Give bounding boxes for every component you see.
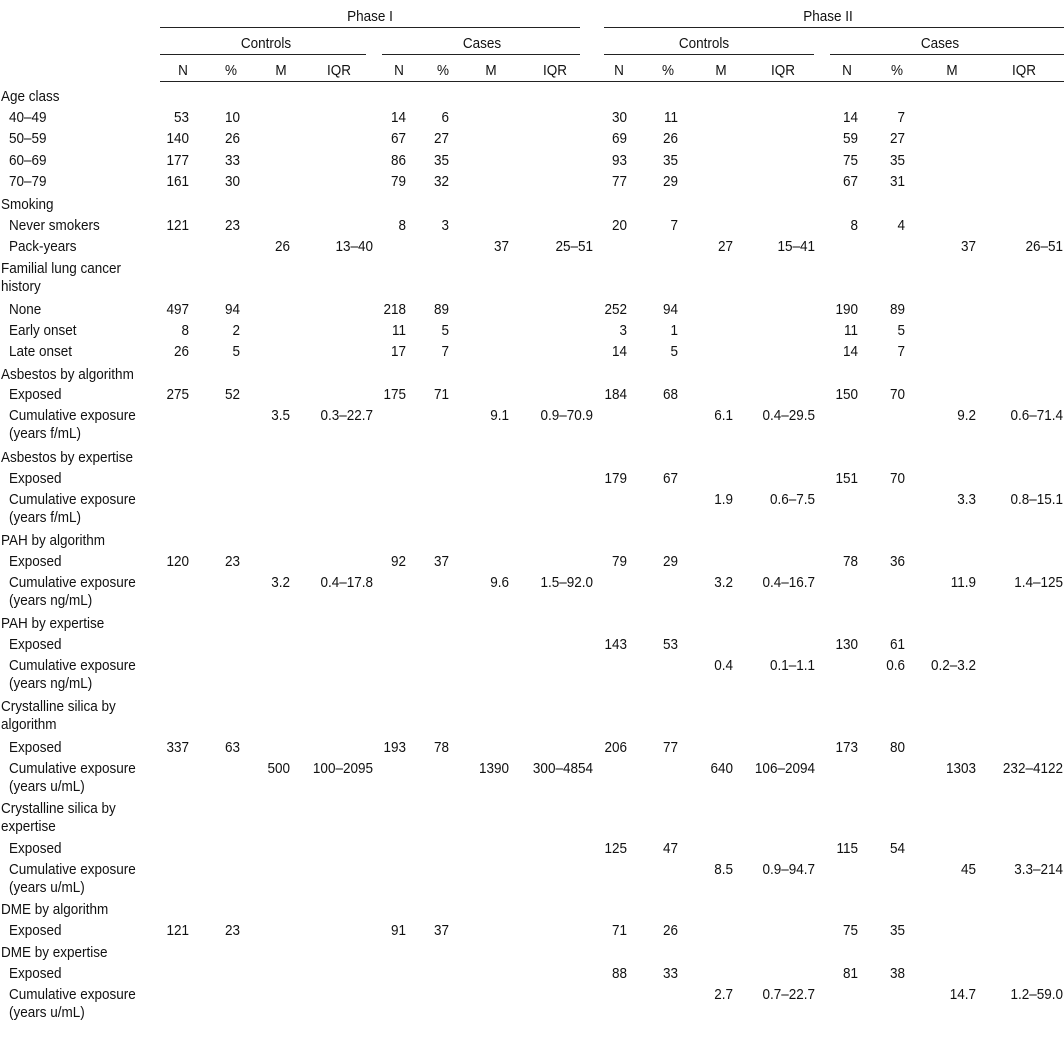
row-sublabel: Exposed bbox=[9, 636, 62, 653]
table-cell: 151 bbox=[835, 470, 858, 487]
table-cell: 130 bbox=[835, 636, 858, 653]
column-header: % bbox=[224, 62, 238, 79]
table-cell: 5 bbox=[441, 322, 449, 339]
table-cell: 35 bbox=[889, 152, 905, 169]
column-header: % bbox=[661, 62, 675, 79]
table-cell: 7 bbox=[441, 343, 449, 360]
table-cell: 175 bbox=[383, 386, 406, 403]
table-cell: 30 bbox=[224, 173, 240, 190]
table-cell: 9.2 bbox=[957, 407, 976, 424]
table-cell: 63 bbox=[224, 739, 240, 756]
row-group-label: Asbestos by expertise bbox=[1, 449, 134, 466]
table-cell: 3.5 bbox=[271, 407, 290, 424]
row-group-label: Asbestos by algorithm bbox=[1, 366, 134, 383]
table-cell: 3 bbox=[619, 322, 627, 339]
table-cell: 38 bbox=[889, 965, 905, 982]
table-cell: 32 bbox=[433, 173, 449, 190]
row-group-label: PAH by expertise bbox=[1, 615, 105, 632]
table-cell: 26 bbox=[173, 343, 189, 360]
row-sublabel: Early onset bbox=[9, 322, 77, 339]
table-cell: 115 bbox=[836, 840, 858, 857]
table-cell: 300–4854 bbox=[532, 760, 593, 777]
table-cell: 7 bbox=[897, 109, 905, 126]
table-cell: 337 bbox=[166, 739, 189, 756]
row-sublabel: Exposed bbox=[9, 965, 62, 982]
table-cell: 81 bbox=[842, 965, 858, 982]
table-cell: 71 bbox=[433, 386, 449, 403]
column-header: N bbox=[178, 62, 188, 79]
table-cell: 15–41 bbox=[777, 238, 815, 255]
column-header: IQR bbox=[326, 62, 351, 79]
table-cell: 0.8–15.1 bbox=[1010, 491, 1063, 508]
table-cell: 89 bbox=[889, 301, 905, 318]
table-cell: 11 bbox=[391, 322, 406, 339]
phase-1-controls-rule bbox=[160, 54, 366, 55]
row-sublabel: 40–49 bbox=[9, 109, 47, 126]
table-cell: 1.5–92.0 bbox=[540, 574, 593, 591]
table-cell: 1.9 bbox=[714, 491, 733, 508]
row-label-line-2: (years f/mL) bbox=[9, 509, 82, 526]
row-sublabel: 50–59 bbox=[9, 130, 47, 147]
table-cell: 0.6 bbox=[886, 657, 905, 674]
table-cell: 80 bbox=[889, 739, 905, 756]
table-cell: 69 bbox=[611, 130, 627, 147]
column-header: % bbox=[436, 62, 450, 79]
phase-2-rule bbox=[604, 27, 1064, 28]
row-label-line-2: (years f/mL) bbox=[9, 425, 82, 442]
table-cell: 0.2–3.2 bbox=[930, 657, 976, 674]
table-cell: 0.4–16.7 bbox=[762, 574, 815, 591]
table-cell: 79 bbox=[390, 173, 406, 190]
row-sublabel: Cumulative exposure bbox=[9, 574, 136, 591]
phase-1-rule bbox=[160, 27, 580, 28]
phase-2-controls-rule bbox=[604, 54, 814, 55]
table-cell: 14 bbox=[390, 109, 406, 126]
table-cell: 77 bbox=[611, 173, 627, 190]
table-cell: 88 bbox=[611, 965, 627, 982]
table-cell: 0.9–70.9 bbox=[540, 407, 593, 424]
table-cell: 5 bbox=[232, 343, 240, 360]
row-sublabel: None bbox=[9, 301, 42, 318]
row-sublabel: Cumulative exposure bbox=[9, 760, 136, 777]
table-cell: 37 bbox=[433, 922, 449, 939]
table-cell: 77 bbox=[662, 739, 678, 756]
row-group-label: PAH by algorithm bbox=[1, 532, 106, 549]
table-cell: 125 bbox=[604, 840, 627, 857]
table-cell: 4 bbox=[897, 217, 905, 234]
phase-2-cases-header: Cases bbox=[920, 35, 960, 52]
table-cell: 3 bbox=[441, 217, 449, 234]
table-cell: 37 bbox=[433, 553, 449, 570]
table-cell: 94 bbox=[224, 301, 240, 318]
table-cell: 75 bbox=[842, 152, 858, 169]
table-cell: 86 bbox=[390, 152, 406, 169]
table-cell: 78 bbox=[433, 739, 449, 756]
table-cell: 26 bbox=[274, 238, 290, 255]
table-cell: 275 bbox=[166, 386, 189, 403]
table-cell: 36 bbox=[889, 553, 905, 570]
row-group-label: Familial lung cancer bbox=[1, 260, 122, 277]
row-sublabel: Cumulative exposure bbox=[9, 861, 136, 878]
row-label-line-2: history bbox=[1, 278, 41, 295]
table-cell: 27 bbox=[717, 238, 733, 255]
table-cell: 30 bbox=[611, 109, 627, 126]
table-cell: 8 bbox=[398, 217, 406, 234]
table-cell: 70 bbox=[889, 386, 905, 403]
row-label-line-2: (years ng/mL) bbox=[9, 675, 93, 692]
table-cell: 11 bbox=[663, 109, 678, 126]
column-header: N bbox=[842, 62, 852, 79]
table-cell: 140 bbox=[166, 130, 189, 147]
table-cell: 93 bbox=[611, 152, 627, 169]
table-cell: 29 bbox=[662, 173, 678, 190]
table-cell: 206 bbox=[604, 739, 627, 756]
column-header: M bbox=[485, 62, 497, 79]
table-cell: 184 bbox=[604, 386, 627, 403]
table-cell: 0.4 bbox=[714, 657, 733, 674]
table-cell: 193 bbox=[383, 739, 406, 756]
table-cell: 190 bbox=[835, 301, 858, 318]
row-label-line-2: algorithm bbox=[1, 716, 57, 733]
table-cell: 26 bbox=[662, 130, 678, 147]
column-header: IQR bbox=[770, 62, 795, 79]
table-cell: 59 bbox=[842, 130, 858, 147]
table-cell: 52 bbox=[224, 386, 240, 403]
table-cell: 54 bbox=[889, 840, 905, 857]
table-cell: 53 bbox=[173, 109, 189, 126]
phase-1-controls-header: Controls bbox=[240, 35, 292, 52]
table-cell: 8.5 bbox=[714, 861, 733, 878]
row-sublabel: Late onset bbox=[9, 343, 73, 360]
table-cell: 0.6–71.4 bbox=[1010, 407, 1063, 424]
table-cell: 9.6 bbox=[490, 574, 509, 591]
row-label-line-2: (years u/mL) bbox=[9, 778, 85, 795]
row-sublabel: Exposed bbox=[9, 922, 62, 939]
table-cell: 7 bbox=[670, 217, 678, 234]
table-cell: 1303 bbox=[945, 760, 976, 777]
table-cell: 1.2–59.0 bbox=[1010, 986, 1063, 1003]
table-cell: 94 bbox=[662, 301, 678, 318]
table-cell: 29 bbox=[662, 553, 678, 570]
column-header: N bbox=[614, 62, 624, 79]
table-cell: 27 bbox=[889, 130, 905, 147]
column-header: IQR bbox=[1011, 62, 1036, 79]
row-label-line-2: (years u/mL) bbox=[9, 1004, 85, 1021]
table-cell: 640 bbox=[710, 760, 733, 777]
table-cell: 89 bbox=[433, 301, 449, 318]
table-cell: 7 bbox=[897, 343, 905, 360]
table-cell: 179 bbox=[604, 470, 627, 487]
table-cell: 35 bbox=[433, 152, 449, 169]
row-sublabel: Exposed bbox=[9, 386, 62, 403]
column-header: N bbox=[394, 62, 404, 79]
phase-2-header: Phase II bbox=[803, 8, 853, 25]
table-cell: 3.3–214 bbox=[1014, 861, 1063, 878]
table-cell: 1390 bbox=[478, 760, 509, 777]
table-cell: 0.7–22.7 bbox=[762, 986, 815, 1003]
table-cell: 5 bbox=[670, 343, 678, 360]
table-cell: 3.2 bbox=[271, 574, 290, 591]
table-cell: 121 bbox=[166, 217, 189, 234]
row-sublabel: Cumulative exposure bbox=[9, 491, 136, 508]
table-cell: 37 bbox=[493, 238, 509, 255]
table-cell: 67 bbox=[662, 470, 678, 487]
table-cell: 26 bbox=[224, 130, 240, 147]
row-sublabel: 70–79 bbox=[9, 173, 47, 190]
row-group-label: Age class bbox=[1, 88, 60, 105]
table-cell: 6.1 bbox=[714, 407, 733, 424]
table-cell: 27 bbox=[433, 130, 449, 147]
row-sublabel: 60–69 bbox=[9, 152, 47, 169]
table-cell: 0.4–29.5 bbox=[762, 407, 815, 424]
table-cell: 0.3–22.7 bbox=[320, 407, 373, 424]
table-cell: 45 bbox=[960, 861, 976, 878]
table-cell: 11.9 bbox=[950, 574, 976, 591]
table-cell: 3.3 bbox=[957, 491, 976, 508]
table-cell: 71 bbox=[611, 922, 627, 939]
row-label-line-2: (years ng/mL) bbox=[9, 592, 93, 609]
table-cell: 33 bbox=[662, 965, 678, 982]
table-cell: 67 bbox=[390, 130, 406, 147]
table-cell: 252 bbox=[604, 301, 627, 318]
phase-1-cases-header: Cases bbox=[462, 35, 502, 52]
table-cell: 232–4122 bbox=[1002, 760, 1063, 777]
row-sublabel: Cumulative exposure bbox=[9, 407, 136, 424]
table-cell: 121 bbox=[166, 922, 189, 939]
column-header: % bbox=[890, 62, 904, 79]
phase-2-cases-rule bbox=[830, 54, 1064, 55]
table-cell: 497 bbox=[166, 301, 189, 318]
table-cell: 26 bbox=[662, 922, 678, 939]
table-cell: 75 bbox=[842, 922, 858, 939]
table-cell: 79 bbox=[611, 553, 627, 570]
table-cell: 0.6–7.5 bbox=[769, 491, 815, 508]
row-sublabel: Exposed bbox=[9, 739, 62, 756]
table-cell: 14.7 bbox=[949, 986, 976, 1003]
table-cell: 1 bbox=[670, 322, 678, 339]
phase-2-controls-header: Controls bbox=[678, 35, 730, 52]
table-cell: 70 bbox=[889, 470, 905, 487]
column-header-rule bbox=[160, 81, 1064, 82]
column-header: M bbox=[275, 62, 287, 79]
table-cell: 20 bbox=[611, 217, 627, 234]
phase-1-header: Phase I bbox=[347, 8, 393, 25]
table-cell: 9.1 bbox=[490, 407, 509, 424]
table-cell: 100–2095 bbox=[312, 760, 373, 777]
table-cell: 177 bbox=[166, 152, 189, 169]
table-cell: 61 bbox=[889, 636, 905, 653]
table-cell: 218 bbox=[383, 301, 406, 318]
table-cell: 500 bbox=[267, 760, 290, 777]
table-cell: 91 bbox=[390, 922, 406, 939]
table-cell: 78 bbox=[842, 553, 858, 570]
table-cell: 31 bbox=[889, 173, 905, 190]
table-cell: 2.7 bbox=[714, 986, 733, 1003]
phase-1-cases-rule bbox=[382, 54, 580, 55]
table-cell: 92 bbox=[390, 553, 406, 570]
table-cell: 35 bbox=[662, 152, 678, 169]
table-cell: 25–51 bbox=[555, 238, 593, 255]
table-cell: 0.1–1.1 bbox=[769, 657, 815, 674]
table-cell: 8 bbox=[181, 322, 189, 339]
table-cell: 106–2094 bbox=[754, 760, 815, 777]
table-cell: 53 bbox=[662, 636, 678, 653]
row-group-label: DME by expertise bbox=[1, 944, 108, 961]
table-cell: 17 bbox=[390, 343, 406, 360]
row-group-label: Crystalline silica by bbox=[1, 800, 116, 817]
row-sublabel: Cumulative exposure bbox=[9, 657, 136, 674]
table-cell: 3.2 bbox=[714, 574, 733, 591]
table-cell: 1.4–125 bbox=[1014, 574, 1063, 591]
table-cell: 5 bbox=[897, 322, 905, 339]
table-cell: 0.9–94.7 bbox=[762, 861, 815, 878]
table-cell: 67 bbox=[842, 173, 858, 190]
row-group-label: Crystalline silica by bbox=[1, 698, 116, 715]
row-sublabel: Cumulative exposure bbox=[9, 986, 136, 1003]
table-cell: 14 bbox=[611, 343, 627, 360]
row-sublabel: Pack-years bbox=[9, 238, 77, 255]
column-header: IQR bbox=[542, 62, 567, 79]
column-header: M bbox=[946, 62, 958, 79]
table-cell: 68 bbox=[662, 386, 678, 403]
row-group-label: Smoking bbox=[1, 196, 54, 213]
table-cell: 23 bbox=[224, 922, 240, 939]
table-cell: 143 bbox=[604, 636, 627, 653]
row-sublabel: Exposed bbox=[9, 470, 62, 487]
table-cell: 6 bbox=[441, 109, 449, 126]
table-cell: 37 bbox=[960, 238, 976, 255]
table-cell: 150 bbox=[835, 386, 858, 403]
table-cell: 14 bbox=[842, 343, 858, 360]
table-cell: 13–40 bbox=[335, 238, 373, 255]
row-sublabel: Never smokers bbox=[9, 217, 100, 234]
table-cell: 10 bbox=[224, 109, 240, 126]
table-cell: 161 bbox=[166, 173, 189, 190]
table-cell: 14 bbox=[842, 109, 858, 126]
table-cell: 47 bbox=[662, 840, 678, 857]
table-cell: 2 bbox=[232, 322, 240, 339]
table-cell: 23 bbox=[224, 217, 240, 234]
row-group-label: DME by algorithm bbox=[1, 901, 109, 918]
table-cell: 120 bbox=[166, 553, 189, 570]
table-cell: 35 bbox=[889, 922, 905, 939]
row-label-line-2: expertise bbox=[1, 818, 56, 835]
row-sublabel: Exposed bbox=[9, 553, 62, 570]
table-cell: 26–51 bbox=[1025, 238, 1063, 255]
column-header: M bbox=[715, 62, 727, 79]
table-cell: 33 bbox=[224, 152, 240, 169]
table-cell: 173 bbox=[835, 739, 858, 756]
table-cell: 23 bbox=[224, 553, 240, 570]
row-label-line-2: (years u/mL) bbox=[9, 879, 85, 896]
table-cell: 11 bbox=[843, 322, 858, 339]
table-cell: 8 bbox=[850, 217, 858, 234]
table-cell: 0.4–17.8 bbox=[320, 574, 373, 591]
row-sublabel: Exposed bbox=[9, 840, 62, 857]
